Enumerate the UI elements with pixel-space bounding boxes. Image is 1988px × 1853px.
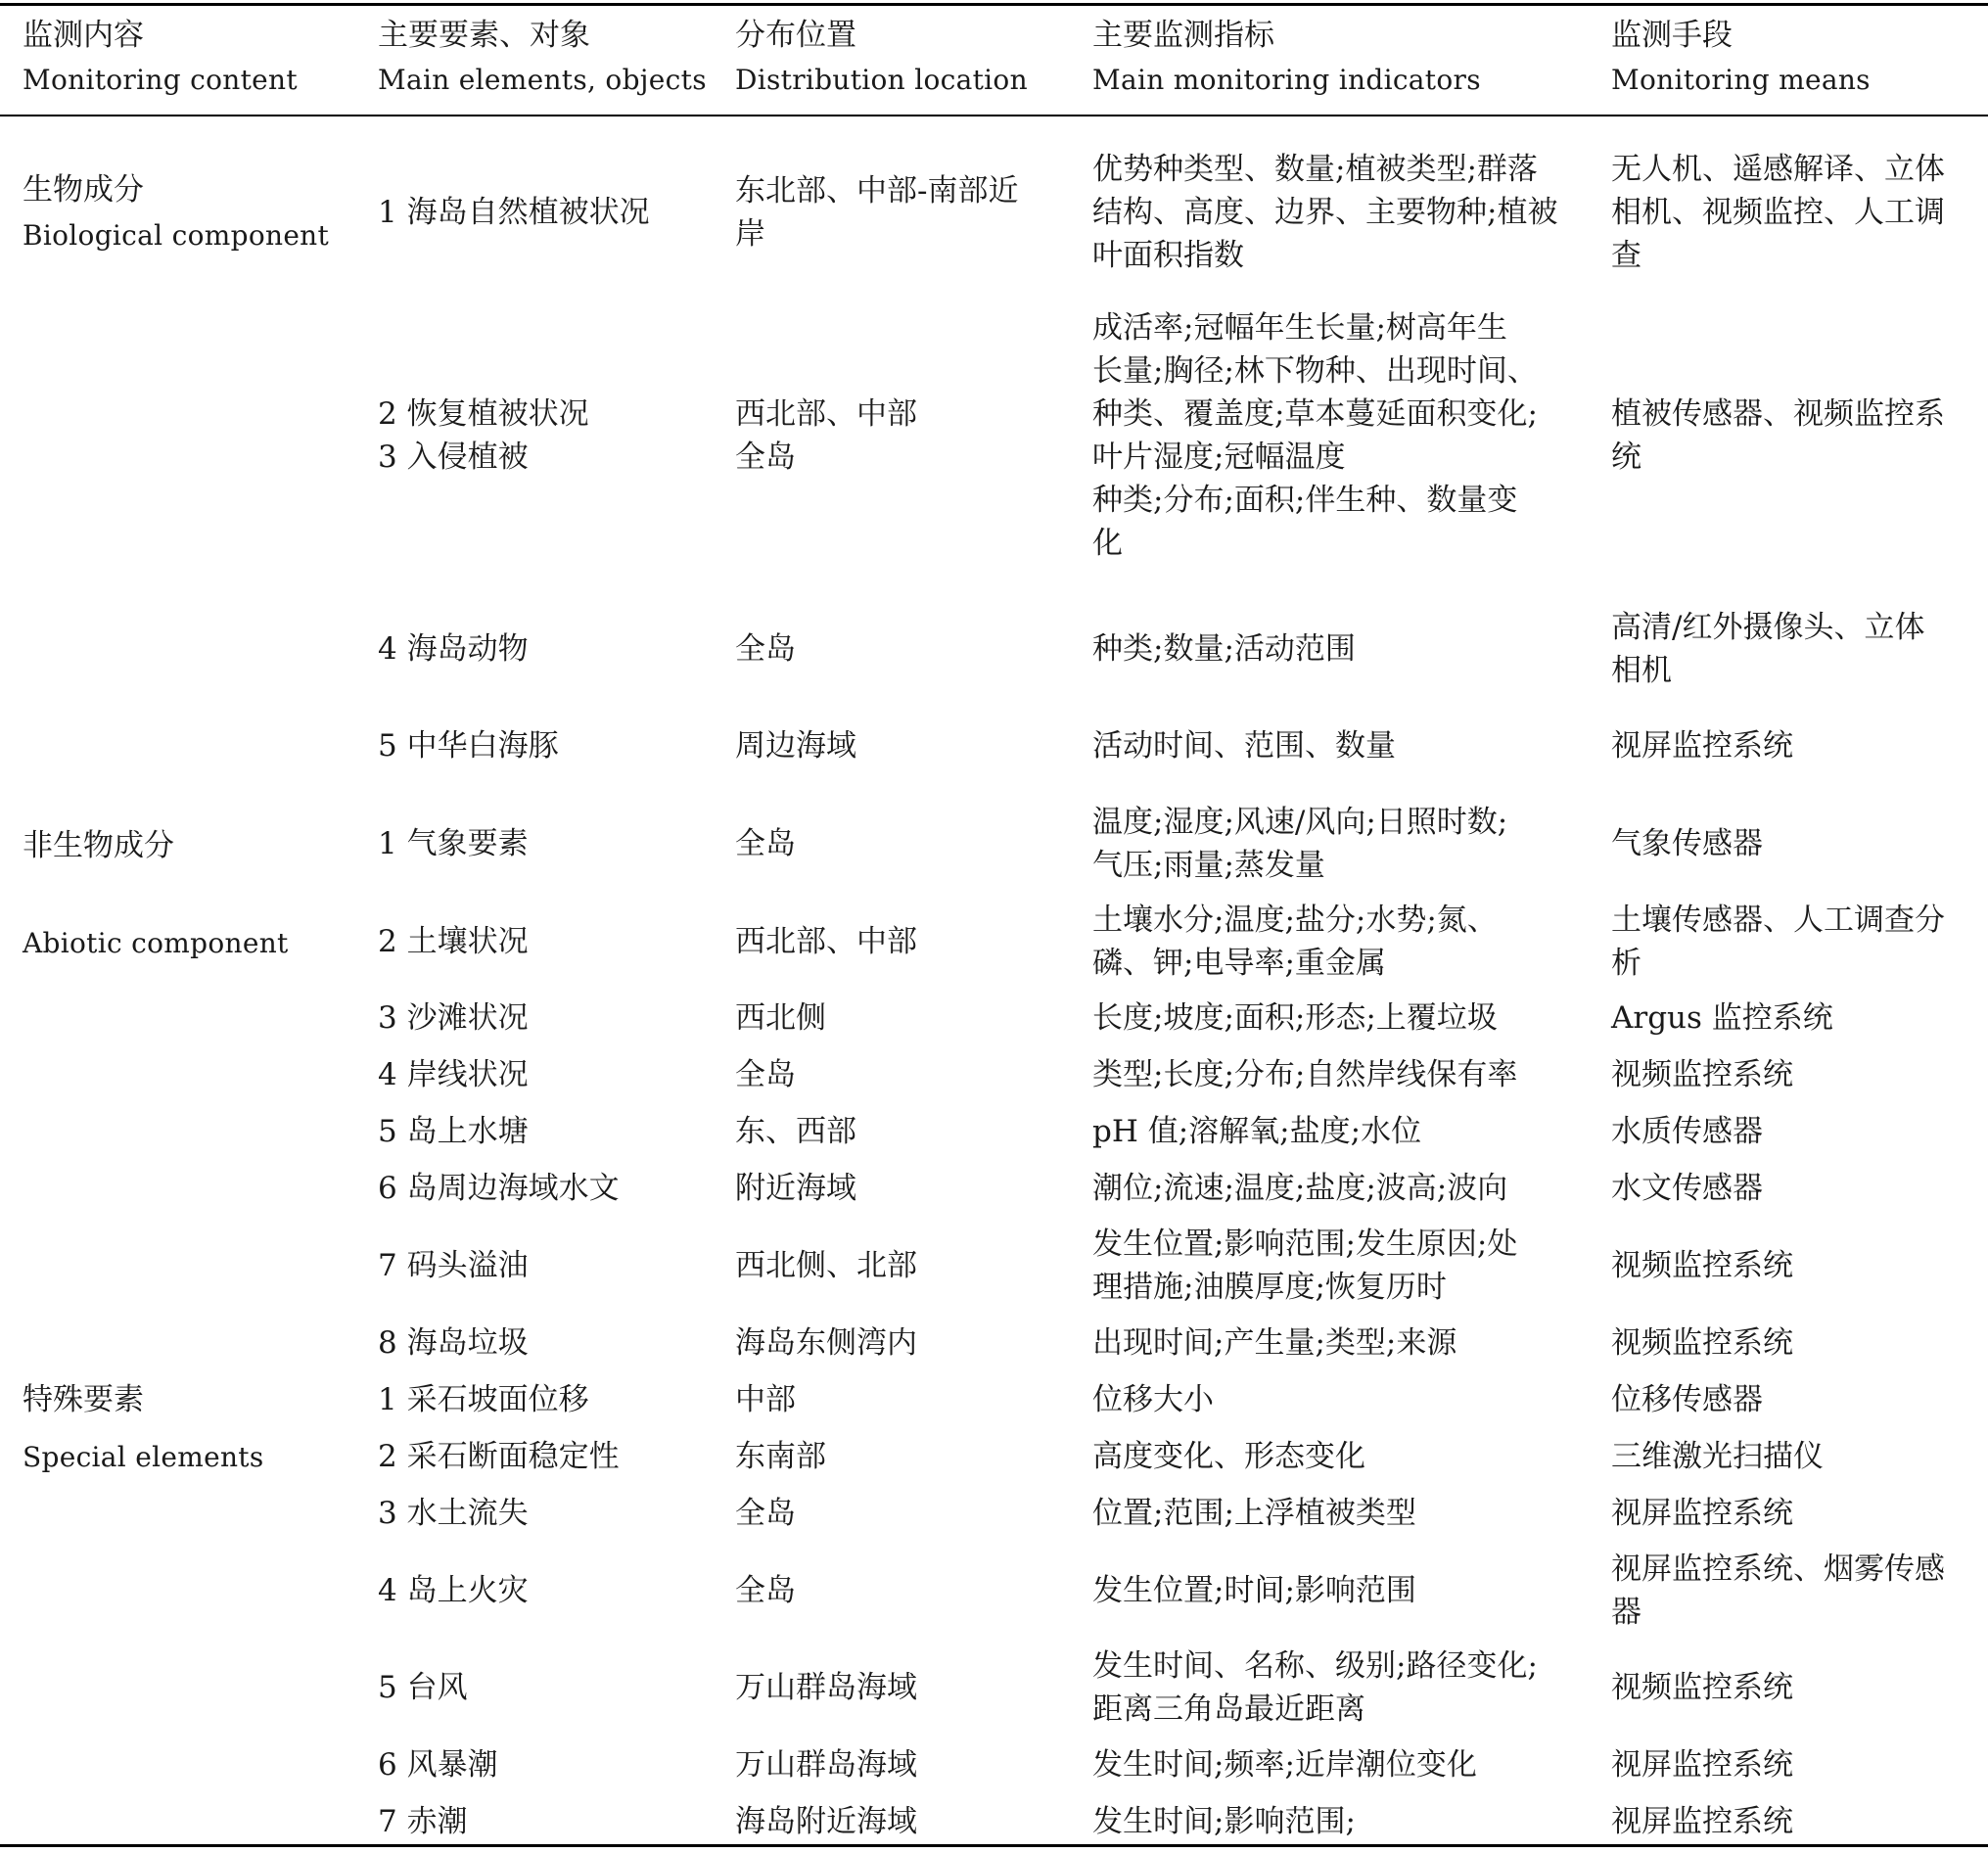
row-location-line: 全岛 [735,631,796,667]
row-element-line: 2 土壤状况 [378,924,529,959]
row-element-line: 3 沙滩状况 [378,1000,529,1036]
table-top-rule [0,3,1988,6]
row-location-line: 西北部、中部 [735,396,917,432]
category-abiotic-en: Abiotic component [23,927,289,959]
header-means-en: Monitoring means [1611,64,1871,96]
category-special-cn: 特殊要素 [23,1382,144,1417]
row-indicators-line: 土壤水分;温度;盐分;水势;氮、 [1092,903,1498,938]
row-element-line: 4 岸线状况 [378,1057,529,1092]
row-means-line: 气象传感器 [1611,826,1763,861]
row-means-line: 植被传感器、视频监控系 [1611,396,1945,432]
row-element-line: 2 恢复植被状况 [378,396,589,432]
row-indicators-line: 优势种类型、数量;植被类型;群落 [1092,152,1538,187]
row-location-line: 西北侧、北部 [735,1248,917,1283]
row-means-line: 位移传感器 [1611,1382,1763,1417]
row-means-line: 视屏监控系统、烟雾传感 [1611,1552,1945,1587]
row-location-line: 东南部 [735,1439,826,1474]
row-means-line: 器 [1611,1595,1641,1630]
header-bottom-rule [0,115,1988,116]
row-means-line: 视屏监控系统 [1611,1747,1793,1783]
header-content-en: Monitoring content [23,64,298,96]
row-indicators-line: 距离三角岛最近距离 [1092,1691,1365,1727]
row-location-line: 万山群岛海域 [735,1747,917,1783]
row-indicators-line: 种类、覆盖度;草本蔓延面积变化; [1092,396,1538,432]
row-location-line: 海岛东侧湾内 [735,1325,917,1361]
row-element-line: 4 海岛动物 [378,631,529,667]
row-location-line: 全岛 [735,1057,796,1092]
row-location-line: 岸 [735,216,765,252]
row-element-line: 8 海岛垃圾 [378,1325,529,1361]
row-means-line: 统 [1611,440,1641,475]
row-indicators-line: 叶片湿度;冠幅温度 [1092,440,1346,475]
row-location-line: 周边海域 [735,728,856,764]
row-indicators-line: 化 [1092,526,1123,561]
row-element-line: 2 采石断面稳定性 [378,1439,620,1474]
header-indicators-cn: 主要监测指标 [1092,18,1274,53]
category-biological-cn: 生物成分 [23,172,144,208]
row-indicators-line: 种类;数量;活动范围 [1092,631,1356,667]
row-element-line: 5 台风 [378,1670,468,1705]
row-element-line: 1 海岛自然植被状况 [378,195,650,230]
row-location-line: 西北部、中部 [735,924,917,959]
row-location-line: 东、西部 [735,1114,856,1149]
row-indicators-line: 类型;长度;分布;自然岸线保有率 [1092,1057,1518,1092]
row-location-line: 海岛附近海域 [735,1804,917,1839]
header-elements-en: Main elements, objects [378,64,707,96]
row-indicators-line: 出现时间;产生量;类型;来源 [1092,1325,1457,1361]
row-means-line: 视屏监控系统 [1611,1804,1793,1839]
row-indicators-line: 位置;范围;上浮植被类型 [1092,1496,1416,1531]
row-indicators-line: 高度变化、形态变化 [1092,1439,1365,1474]
row-means-line: 视屏监控系统 [1611,728,1793,764]
row-location-line: 附近海域 [735,1171,856,1206]
row-element-line: 5 中华白海豚 [378,728,559,764]
row-location-line: 西北侧 [735,1000,826,1036]
header-content-cn: 监测内容 [23,18,144,53]
table-bottom-rule [0,1844,1988,1847]
row-means-line: 水文传感器 [1611,1171,1763,1206]
row-means-line: 视频监控系统 [1611,1670,1793,1705]
row-indicators-line: 发生时间;影响范围; [1092,1804,1356,1839]
row-element-line: 6 岛周边海域水文 [378,1171,620,1206]
row-element-line: 3 入侵植被 [378,440,529,475]
row-indicators-line: 发生时间;频率;近岸潮位变化 [1092,1747,1477,1783]
row-means-line: 析 [1611,946,1641,981]
row-indicators-line: 种类;分布;面积;伴生种、数量变 [1092,483,1518,518]
row-element-line: 4 岛上火灾 [378,1573,529,1608]
row-element-line: 7 码头溢油 [378,1248,529,1283]
row-indicators-line: 潮位;流速;温度;盐度;波高;波向 [1092,1171,1508,1206]
row-means-line: Argus 监控系统 [1611,1000,1833,1036]
row-means-line: 相机、视频监控、人工调 [1611,195,1945,230]
header-location-en: Distribution location [735,64,1028,96]
row-element-line: 1 气象要素 [378,826,529,861]
row-indicators-line: 位移大小 [1092,1382,1214,1417]
row-location-line: 全岛 [735,440,796,475]
row-indicators-line: 温度;湿度;风速/风向;日照时数; [1092,805,1508,840]
header-elements-cn: 主要要素、对象 [378,18,590,53]
row-means-line: 高清/红外摄像头、立体 [1611,610,1925,645]
row-indicators-line: 气压;雨量;蒸发量 [1092,848,1325,883]
row-means-line: 查 [1611,238,1641,273]
category-special-en: Special elements [23,1441,264,1473]
row-element-line: 6 风暴潮 [378,1747,498,1783]
category-abiotic-cn: 非生物成分 [23,828,174,863]
row-indicators-line: 活动时间、范围、数量 [1092,728,1396,764]
row-element-line: 7 赤潮 [378,1804,468,1839]
row-means-line: 相机 [1611,653,1672,688]
row-location-line: 全岛 [735,1573,796,1608]
row-location-line: 全岛 [735,826,796,861]
row-indicators-line: 理措施;油膜厚度;恢复历时 [1092,1270,1447,1305]
row-means-line: 视频监控系统 [1611,1057,1793,1092]
row-means-line: 水质传感器 [1611,1114,1763,1149]
category-biological-en: Biological component [23,219,330,252]
row-means-line: 三维激光扫描仪 [1611,1439,1824,1474]
row-means-line: 土壤传感器、人工调查分 [1611,903,1945,938]
row-indicators-line: 发生位置;时间;影响范围 [1092,1573,1416,1608]
row-indicators-line: pH 值;溶解氧;盐度;水位 [1092,1114,1422,1149]
row-element-line: 1 采石坡面位移 [378,1382,589,1417]
row-means-line: 视频监控系统 [1611,1248,1793,1283]
row-means-line: 视屏监控系统 [1611,1496,1793,1531]
row-indicators-line: 磷、钾;电导率;重金属 [1092,946,1386,981]
row-location-line: 中部 [735,1382,796,1417]
row-indicators-line: 结构、高度、边界、主要物种;植被 [1092,195,1558,230]
row-indicators-line: 长量;胸径;林下物种、出现时间、 [1092,353,1538,389]
row-means-line: 无人机、遥感解译、立体 [1611,152,1945,187]
header-indicators-en: Main monitoring indicators [1092,64,1481,96]
row-indicators-line: 发生时间、名称、级别;路径变化; [1092,1648,1538,1684]
row-indicators-line: 成活率;冠幅年生长量;树高年生 [1092,310,1507,346]
header-location-cn: 分布位置 [735,18,856,53]
row-means-line: 视频监控系统 [1611,1325,1793,1361]
row-element-line: 5 岛上水塘 [378,1114,529,1149]
row-indicators-line: 叶面积指数 [1092,238,1244,273]
row-element-line: 3 水土流失 [378,1496,529,1531]
row-indicators-line: 发生位置;影响范围;发生原因;处 [1092,1227,1518,1262]
header-means-cn: 监测手段 [1611,18,1733,53]
row-location-line: 东北部、中部-南部近 [735,173,1019,208]
row-location-line: 全岛 [735,1496,796,1531]
row-location-line: 万山群岛海域 [735,1670,917,1705]
row-indicators-line: 长度;坡度;面积;形态;上覆垃圾 [1092,1000,1498,1036]
